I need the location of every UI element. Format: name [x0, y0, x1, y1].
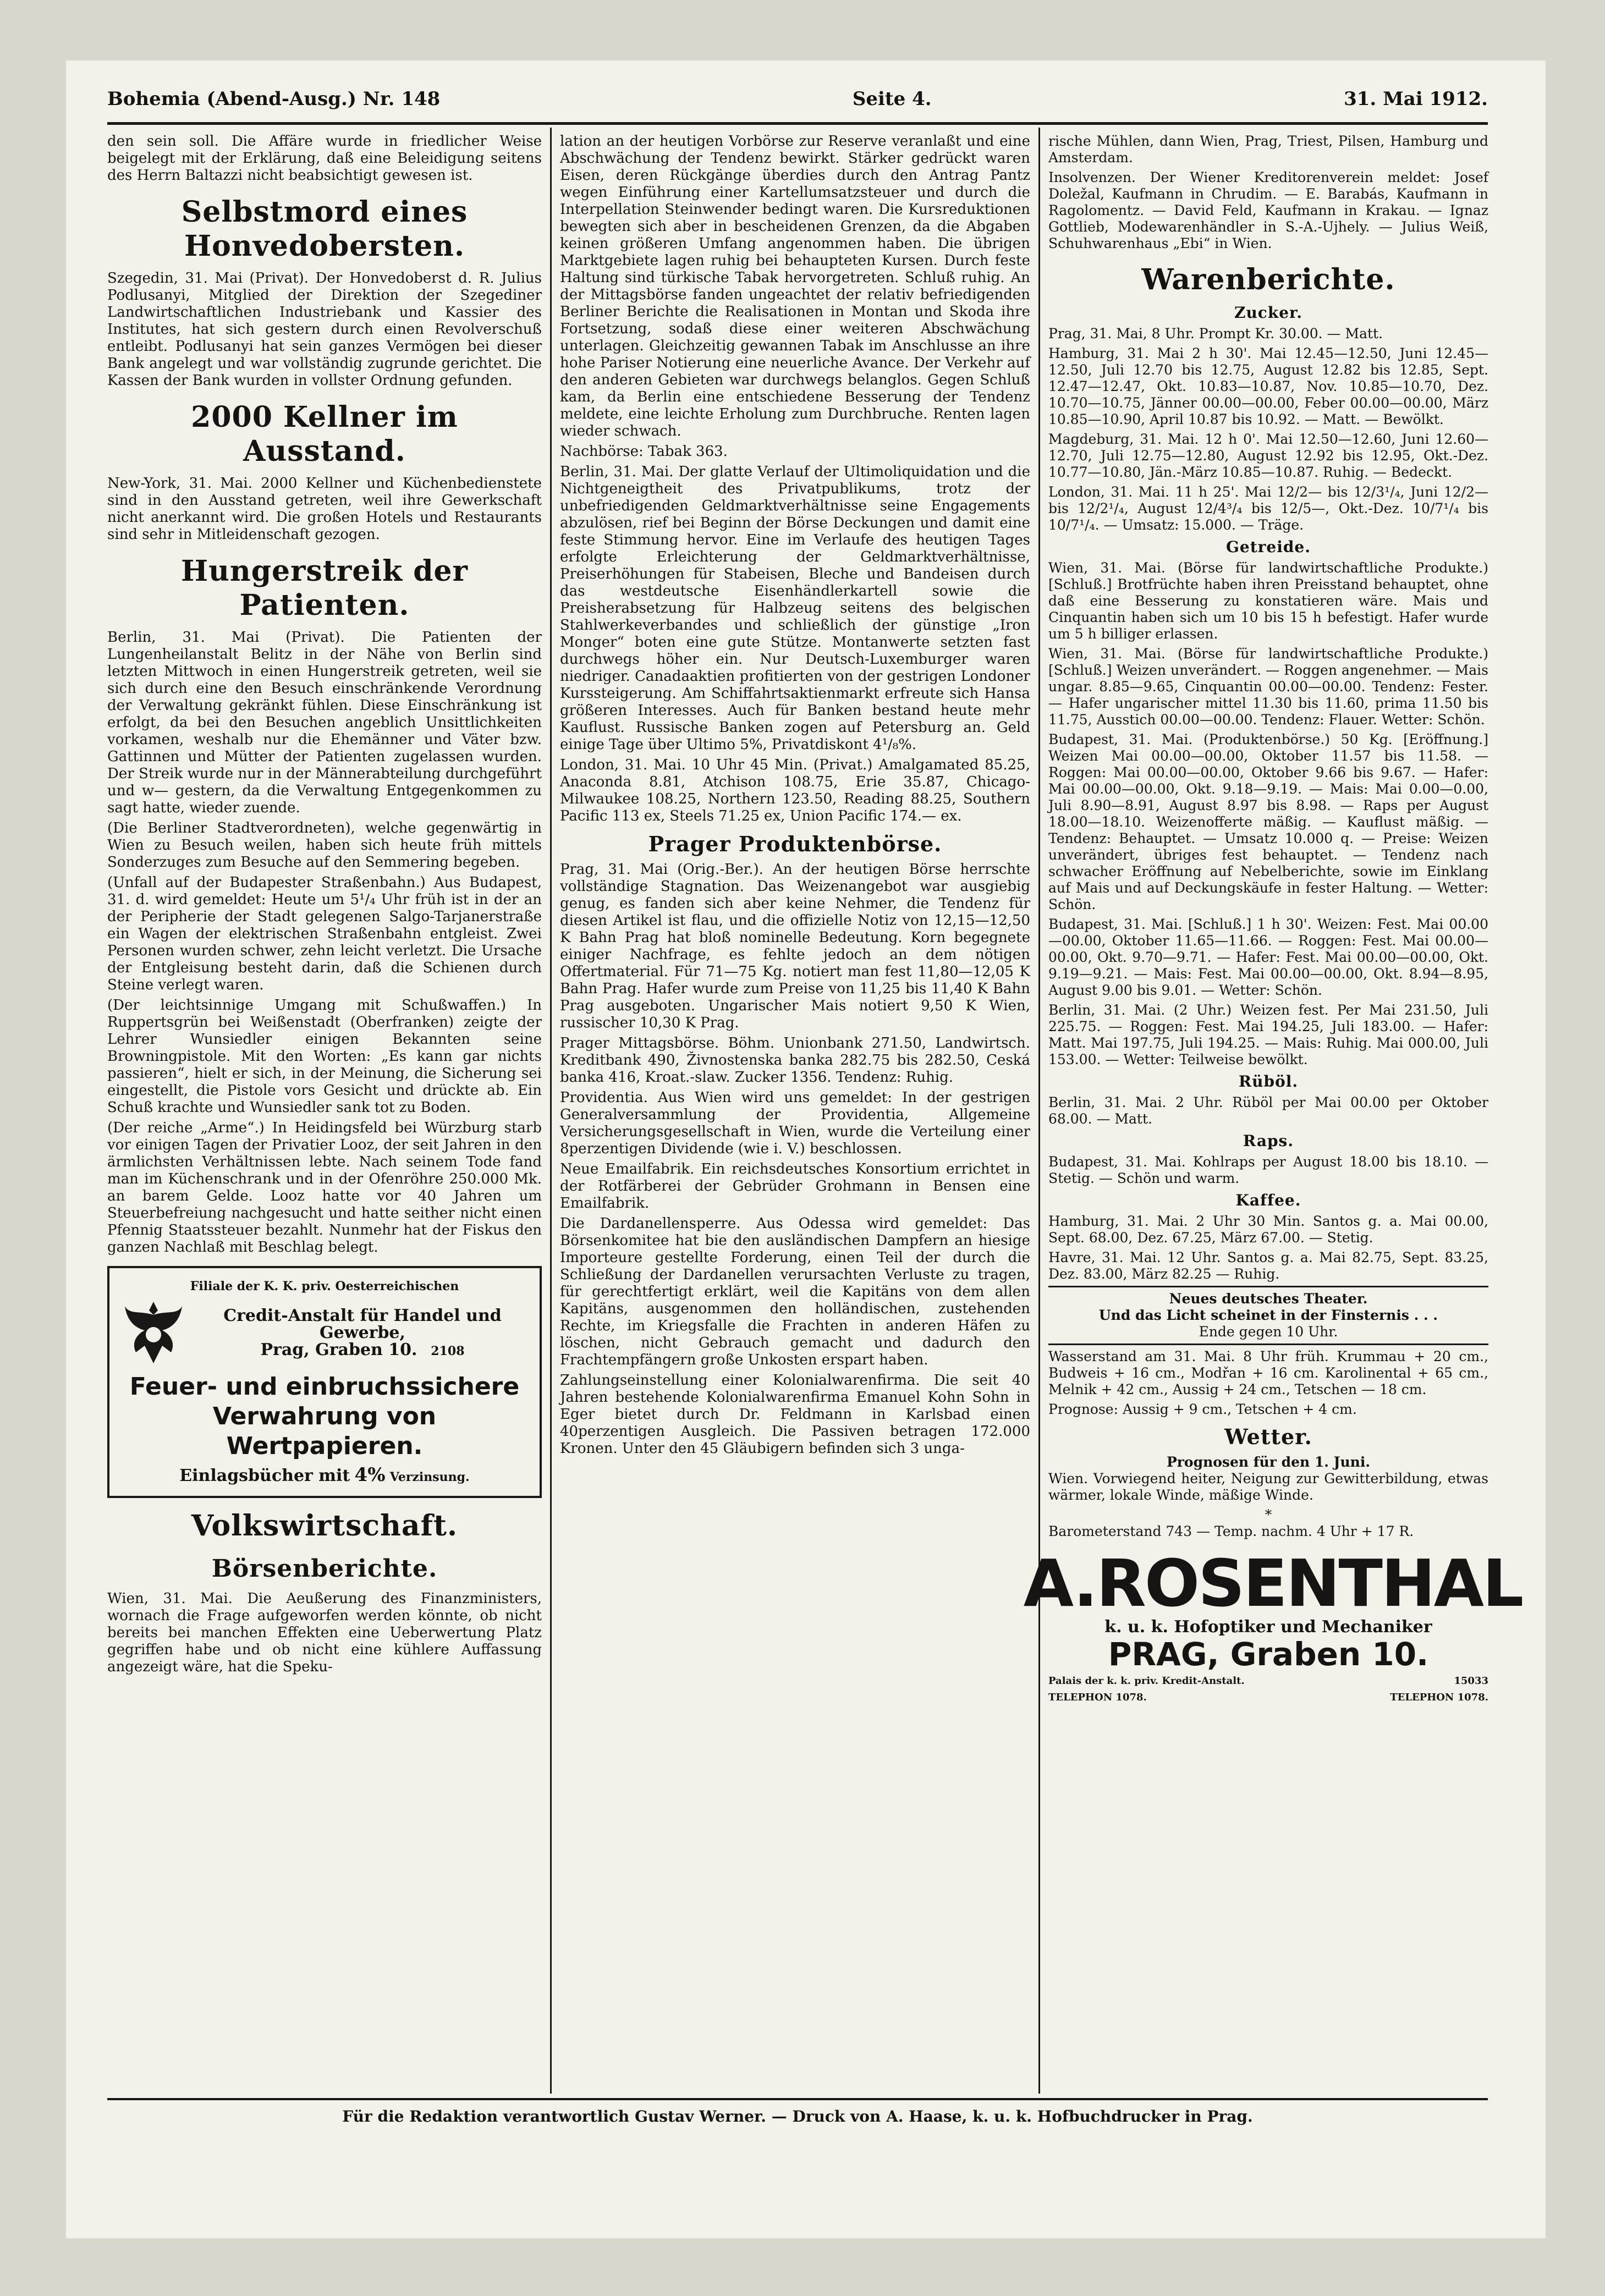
- wasserstand: Wasserstand am 31. Mai. 8 Uhr früh. Krummau + 20 cm., Budweis + 16 cm., Modřan + 16 cm. Karolinental + 65 cm., Melnik + 42 cm., Aussig + 24 cm., Tetschen — 18 cm.: [1048, 1348, 1488, 1397]
- article-selbstmord: Szegedin, 31. Mai (Privat). Der Honvedoberst d. R. Julius Podlusanyi, Mitglied der Direktion der Szegediner Landwirtschaftlichen Industriebank und Kassier des Institutes, hat sich gestern durch einen Revolverschuß entleibt. Podlusanyi hat sein ganzes Vermögen bei dieser Bank angelegt und war vollständig zugrunde gerichtet. Die Kassen der Bank wurden in vollster Ordnung gefunden.: [107, 270, 542, 389]
- article-providentia: Providentia. Aus Wien wird uns gemeldet: In der gestrigen Generalversammlung der Providentia, Allgemeine Versicherungsgesellschaft in Wien, wurde die Verteilung einer 8perzentigen Dividende (wie i. V.) beschlossen.: [560, 1089, 1030, 1157]
- ad-number: 2108: [431, 1344, 465, 1358]
- wasserstand-prognose: Prognose: Aussig + 9 cm., Tetschen + 4 cm.: [1048, 1401, 1357, 1417]
- ad-interest-rate: 4%: [354, 1464, 386, 1486]
- rosenthal-palais: Palais der k. k. priv. Kredit-Anstalt.: [1048, 1675, 1245, 1687]
- imprint-footer: Für die Redaktion verantwortlich Gustav Werner. — Druck von A. Haase, k. u. k. Hofbuchdrucker in Prag.: [342, 2107, 1253, 2126]
- article-continuation: den sein soll. Die Affäre wurde in friedlicher Weise beigelegt mit der Erklärung, daß eine Beleidigung seitens des Herrn Baltazzi nicht beabsichtigt gewesen ist.: [107, 133, 542, 184]
- news-item-unfall: (Unfall auf der Budapester Straßenbahn.) Aus Budapest, 31. d. wird gemeldet: Heute um 5¹/₄ Uhr früh ist in der an der Peripherie der Stadt gelegenen Salgo-Tarjanerstraße ein Wagen der elektrischen Straßenbahn entgleist. Zwei Personen wurden schwer, zehn leicht verletzt. Die Ursache der Entgleisung besteht darin, daß die Schienen durch Steine verlegt waren.: [107, 874, 542, 993]
- theater-title: Neues deutsches Theater.: [1169, 1291, 1368, 1307]
- masthead-rule: [107, 122, 1488, 125]
- getreide-berlin: Berlin, 31. Mai. (2 Uhr.) Weizen fest. Per Mai 231.50, Juli 225.75. — Roggen: Fest. Mai 194.25, Juli 183.00. — Hafer: Matt. Mai 197.75, Juli 194.25. — Mais: Ruhig. Mai 000.00, Juli 153.00. — Wetter: Teilweise bewölkt.: [1048, 1002, 1488, 1067]
- headline-warenberichte: Warenberichte.: [1141, 263, 1395, 296]
- double-eagle-icon: [120, 1295, 186, 1372]
- kaffee-hamburg: Hamburg, 31. Mai. 2 Uhr 30 Min. Santos g. a. Mai 00.00, Sept. 68.00, Dez. 67.25, März 67.00. — Stetig.: [1048, 1213, 1488, 1246]
- subhead-rueboel: Rüböl.: [1238, 1072, 1299, 1091]
- ad-bank-name: Credit-Anstalt für Handel und Gewerbe,: [223, 1306, 502, 1342]
- headline-hungerstreik: Hungerstreik der Patienten.: [180, 554, 469, 622]
- subhead-raps: Raps.: [1243, 1132, 1294, 1150]
- rosenthal-occupation: k. u. k. Hofoptiker und Mechaniker: [1104, 1617, 1432, 1637]
- article-wien-boerse-continued: lation an der heutigen Vorbörse zur Reserve veranlaßt und eine Abschwächung der Tendenz bewirkt. Stärker gedrückt waren Eisen, deren Rückgänge überdies durch den Antrag Pantz wegen Einführung einer Kartellumsatzsteuer und durch die Interpellation Steinwender bedingt waren. Die Kursreduktionen bewegten sich aber in bescheidenen Grenzen, da die Abgaben keinen größeren Umfang angenommen haben. Die übrigen Marktgebiete lagen ruhig bei behaupteten Kursen. Durch feste Haltung sind türkische Tabak hervorgetreten. Schluß ruhig. An der Mittagsbörse fanden ungeachtet der relativ befriedigenden Berliner Berichte die Realisationen in Montan und Skoda ihre Fortsetzung, sodaß diese einer weiteren Abschwächung unterlagen. Gleichzeitig gewannen Tabak im Anschlusse an ihre hohe Pariser Notierung eine neuerliche Avance. Der Verkehr auf den anderen Gebieten war durchwegs belanglos. Gegen Schluß kam, da Berlin eine entschiedene Besserung der Tendenz meldete, eine leichte Erholung zum Durchbruche. Renten lagen wieder schwach.: [560, 133, 1030, 439]
- article-dardanellensperre: Die Dardanellensperre. Aus Odessa wird gemeldet: Das Börsenkomitee hat bie den ausländischen Dampfern an hiesige Importeure gestellte Forderung, einen Teil der durch die Schließung der Dardanellen verursachten Verluste zu tragen, für gerechtfertigt erklärt, weil die Kapitäns von dem allen Kapitäns, ausgenommen den holländischen, zustehenden Rechte, im Kriegsfalle die Frachten in anderen Häfen zu löschen, nicht Gebrauch gemacht und dadurch den Frachtempfängern große Unkosten erspart haben.: [560, 1215, 1030, 1368]
- masthead-page-number: Seite 4.: [852, 88, 932, 110]
- article-emailfabrik: Neue Emailfabrik. Ein reichsdeutsches Konsortium errichtet in der Rotfärberei der Gebrüder Grohmann in Bensen eine Emailfabrik.: [560, 1161, 1030, 1212]
- masthead: [107, 82, 1488, 115]
- subhead-getreide: Getreide.: [1225, 538, 1311, 556]
- nachboerse: Nachbörse: Tabak 363.: [560, 443, 728, 460]
- news-item-arme: (Der reiche „Arme“.) In Heidingsfeld bei Würzburg starb vor einigen Tagen der Privatier Looz, der seit Jahren in den ärmlichsten Verhältnissen lebte. Nach seinem Tode fand man im Küchenschrank und in der Ofenröhre 250.000 Mk. an barem Gelde. Looz hatte vor 40 Jahren um Steuerbefreiung nachgesucht und hatte seither nicht einen Pfennig Staatssteuer bezahlt. Nunmehr hat der Fiskus den ganzen Nachlaß mit Beschlag belegt.: [107, 1120, 542, 1256]
- ad-filiale-line: Filiale der K. K. priv. Oesterreichischen: [190, 1279, 459, 1293]
- headline-selbstmord: Selbstmord eines Honvedobersten.: [181, 195, 468, 263]
- news-item-schusswaffen: (Der leichtsinnige Umgang mit Schußwaffen.) In Ruppertsgrün bei Weißenstadt (Oberfranken) zeigte der Lehrer Wunsiedler einigen Bekannten seine Browningpistole. Mit den Worten: „Es kann gar nichts passieren“, hielt er sich, in der Meinung, die Sicherung sei eingestellt, die Pistole vors Gesicht und drückte ab. Ein Schuß krachte und Wunsiedler sank tot zu Boden.: [107, 997, 542, 1116]
- subhead-kaffee: Kaffee.: [1235, 1191, 1301, 1209]
- section-volkswirtschaft: Volkswirtschaft.: [191, 1509, 458, 1543]
- footer-rule: [107, 2098, 1488, 2100]
- rosenthal-name: A.ROSENTHAL: [1023, 1545, 1522, 1621]
- ad-einlagsbuecher: Einlagsbücher mit: [179, 1466, 350, 1485]
- barometerstand: Barometerstand 743 — Temp. nachm. 4 Uhr + 17 R.: [1048, 1523, 1414, 1539]
- rosenthal-advertisement: [1023, 1545, 1522, 1706]
- subhead-zucker: Zucker.: [1234, 304, 1302, 322]
- rosenthal-telephone-left: TELEPHON 1078.: [1048, 1692, 1147, 1703]
- getreide-budapest-1: Budapest, 31. Mai. (Produktenbörse.) 50 Kg. [Eröffnung.] Weizen Mai 00.00—00.00, Oktober 11.57 bis 11.58. — Roggen: Mai 00.00—00.00, Oktober 9.66 bis 9.67. — Hafer: Mai 00.00—00.00, Okt. 9.18—9.19. — Mais: Mai 0.00—0.00, Juli 8.90—8.91, August 8.97 bis 8.98. — Raps per August 18.00—18.10. Weizenofferte mäßig. — Kauflust mäßig. — Tendenz: Behauptet. — Umsatz 10.000 q. — Preise: Weizen unverändert, übriges fest behauptet. — Tendenz nach schwacher Eröffnung auf Nebelberichte, sowie im Einklang auf Mais und auf Deckungskäufe in fester Haltung. — Wetter: Schön.: [1048, 731, 1488, 912]
- masthead-publication: Bohemia (Abend-Ausg.) Nr. 148: [107, 88, 441, 110]
- rosenthal-telephone-right: TELEPHON 1078.: [1390, 1692, 1488, 1703]
- ad-bank-address: Prag, Graben 10.: [260, 1340, 417, 1359]
- wetter-prognose-title: Prognosen für den 1. Juni.: [1166, 1454, 1371, 1470]
- masthead-date: 31. Mai 1912.: [1344, 88, 1488, 110]
- rueboel-berlin: Berlin, 31. Mai. 2 Uhr. Rüböl per Mai 00.00 per Oktober 68.00. — Matt.: [1048, 1094, 1488, 1127]
- ad-verzinsung: Verzinsung.: [389, 1470, 470, 1484]
- getreide-wien-2: Wien, 31. Mai. (Börse für landwirtschaftliche Produkte.) [Schluß.] Weizen unverändert. — Roggen angenehmer. — Mais ungar. 8.85—9.65, Cinquantin 00.00—00.00. Tendenz: Fester. — Hafer ungarischer mittel 11.30 bis 11.60, prima 11.50 bis 11.75, Ausstich 00.00—00.00. Tendenz: Flauer. Wetter: Schön.: [1048, 646, 1488, 728]
- separator-star: *: [1265, 1507, 1272, 1523]
- column-3: [1023, 133, 1522, 2091]
- column-divider-1: [550, 128, 552, 2094]
- column-1: [107, 133, 542, 2091]
- headline-boersenberichte: Börsenberichte.: [211, 1555, 438, 1583]
- zucker-prag: Prag, 31. Mai, 8 Uhr. Prompt Kr. 30.00. — Matt.: [1048, 326, 1383, 342]
- headline-prager-produktenboerse: Prager Produktenbörse.: [648, 832, 942, 856]
- article-zahlungseinstellung: Zahlungseinstellung einer Kolonialwarenfirma. Die seit 40 Jahren bestehende Kolonialwarenfirma Emanuel Kohn Sohn in Eger bietet durch Dr. Feldmann in Karlsbad einen 40perzentigen Ausgleich. Die Passiven betragen 172.000 Kronen. Unter den 45 Gläubigern befinden sich 3 unga-: [560, 1372, 1030, 1457]
- kaffee-havre: Havre, 31. Mai. 12 Uhr. Santos g. a. Mai 82.75, Sept. 83.25, Dez. 83.00, März 82.25 — Ruhig.: [1048, 1249, 1488, 1282]
- news-item-stadtverordnete: (Die Berliner Stadtverordneten), welche gegenwärtig in Wien zu Besuch weilen, haben sich heute früh mittels Sonderzuges zum Besuche auf den Semmering begeben.: [107, 820, 542, 871]
- article-london-boerse: London, 31. Mai. 10 Uhr 45 Min. (Privat.) Amalgamated 85.25, Anaconda 8.81, Atchison 108.75, Erie 35.87, Chicago-Milwaukee 108.25, Northern 123.50, Reading 88.25, Southern Pacific 113 ex, Steels 71.25 ex, Union Pacific 174.— ex.: [560, 757, 1030, 824]
- getreide-wien-1: Wien, 31. Mai. (Börse für landwirtschaftliche Produkte.) [Schluß.] Brotfrüchte haben ihren Preisstand behauptet, ohne daß eine Besserung zu konstatieren wäre. Mais und Cinquantin haben sich um 10 bis 15 h befestigt. Hafer wurde um 5 h billiger erlassen.: [1048, 560, 1488, 642]
- article-wien-boerse: Wien, 31. Mai. Die Aeußerung des Finanzministers, wornach die Frage aufgeworfen werden könnte, ob nicht bereits bei manchen Effekten eine Ueberwertung Platz gegriffen habe und ob nicht eine kühlere Auffassung angezeigt wäre, hat die Speku-: [107, 1590, 542, 1675]
- getreide-budapest-2: Budapest, 31. Mai. [Schluß.] 1 h 30'. Weizen: Fest. Mai 00.00—00.00, Oktober 11.65—11.66. — Roggen: Fest. Mai 00.00—00.00, Okt. 9.70—9.71. — Hafer: Fest. Mai 00.00—00.00, Okt. 9.19—9.21. — Mais: Fest. Mai 00.00—00.00, Okt. 8.94—8.95, August 9.00 bis 9.01. — Wetter: Schön.: [1048, 916, 1488, 998]
- zucker-magdeburg: Magdeburg, 31. Mai. 12 h 0'. Mai 12.50—12.60, Juni 12.60—12.70, Juli 12.75—12.80, August 12.92 bis 12.95, Okt.-Dez. 10.77—10.80, Jän.-März 10.85—10.87. Ruhig. — Bedeckt.: [1048, 431, 1488, 480]
- article-insolvenzen: Insolvenzen. Der Wiener Kreditorenverein meldet: Josef Doležal, Kaufmann in Chrudim. — E. Barabás, Kaufmann in Ragolomentz. — David Feld, Kaufmann in Krakau. — Ignaz Gottlieb, Modewarenhändler in S.-A.-Ujhely. — Julius Weiß, Schuhwarenhaus „Ebi“ in Wien.: [1048, 169, 1488, 251]
- article-berlin-boerse: Berlin, 31. Mai. Der glatte Verlauf der Ultimoliquidation und die Nichtgeneigtheit des Privatpublikums, trotz der unbefriedigenden Geldmarktverhältnisse seine Engagements abzulösen, rief bei Beginn der Börse Deckungen und damit eine feste Stimmung hervor. Eine im Verlaufe des heutigen Tages erfolgte Erleichterung der Geldmarktverhältnisse, Preiserhöhungen für Stabeisen, Bleche und Bandeisen durch das westdeutsche Eisenhändlerkartell sowie die Preisherabsetzung für Halbzeug seitens des belgischen Stahlwerkeverbandes und schließlich der günstige „Iron Monger“ boten eine gute Stütze. Montanwerte setzten fast durchwegs höher ein. Nur Deutsch-Luxemburger waren niedriger. Canadaaktien profitierten von der gestrigen Londoner Kurssteigerung. Am Schiffahrtsaktienmarkt erfreute sich Hansa größeren Interesses. Auch für Banken bestand heute mehr Kauflust. Russische Banken zogen auf Petersburg an. Geld einige Tage über Ultimo 5%, Privatdiskont 4¹/₈%.: [560, 464, 1030, 753]
- headline-kellner: 2000 Kellner im Ausstand.: [191, 400, 458, 468]
- raps-budapest: Budapest, 31. Mai. Kohlraps per August 18.00 bis 18.10. — Stetig. — Schön und warm.: [1048, 1154, 1488, 1186]
- rosenthal-address: PRAG, Graben 10.: [1108, 1636, 1429, 1673]
- wasserstand-rule: [1048, 1344, 1488, 1345]
- ad-slogan: Feuer- und einbruchssichere Verwahrung von Wertpapieren.: [129, 1373, 520, 1460]
- theater-rule: [1048, 1286, 1488, 1287]
- article-hungerstreik: Berlin, 31. Mai (Privat). Die Patienten der Lungenheilanstalt Belitz in der Nähe von Berlin sind letzten Mittwoch in einen Hungerstreik getreten, weil sie sich durch eine den Besuch einschränkende Verordnung der Verwaltung gekränkt fühlen. Diese Einschränkung ist erfolgt, da bei den Besuchen angeblich Unsittlichkeiten vorkamen, weshalb nur die Ehemänner und Väter bzw. Gattinnen und Mütter der Patienten zugelassen wurden. Der Streik wurde nur in der Männerabteilung durchgeführt und w— gestern, da die Verwaltung Entgegenkommen zu sagt hatte, wieder zuende.: [107, 629, 542, 816]
- theater-play: Und das Licht scheinet in der Finsternis . . .: [1098, 1307, 1438, 1323]
- article-prag-produkten: Prag, 31. Mai (Orig.-Ber.). An der heutigen Börse herrschte vollständige Stagnation. Das Weizenangebot war ausgiebig genug, es fanden sich aber keine Nehmer, die Tendenz für diesen Artikel ist flau, und die offizielle Notiz von 12,15—12,50 K Bahn Prag hat bloß nominelle Bedeutung. Korn begegnete einiger Nachfrage, es fehlte jedoch an dem nötigen Offertmaterial. Für 71—75 Kg. notiert man fest 11,80—12,05 K Bahn Prag. Hafer wurde zum Preise von 11,25 bis 11,40 K Bahn Prag ausgeboten. Ungarischer Mais notiert 9,50 K Wien, russischer 10,30 K Prag.: [560, 861, 1030, 1031]
- article-zahlungseinstellung-continued: rische Mühlen, dann Wien, Prag, Triest, Pilsen, Hamburg und Amsterdam.: [1048, 133, 1488, 166]
- credit-anstalt-advertisement: [107, 1266, 542, 1498]
- zucker-hamburg: Hamburg, 31. Mai 2 h 30'. Mai 12.45—12.50, Juni 12.45—12.50, Juli 12.70 bis 12.75, August 12.82 bis 12.85, Sept. 12.47—12.47, Okt. 10.83—10.87, Nov. 10.85—10.70, Dez. 10.70—10.75, Jänner 00.00—00.00, Feber 00.00—00.00, März 10.85—10.90, April 10.87 bis 10.92. — Matt. — Bewölkt.: [1048, 345, 1488, 427]
- article-kellner: New-York, 31. Mai. 2000 Kellner und Küchenbedienstete sind in den Ausstand getreten, weil ihre Gewerkschaft nicht anerkannt wird. Die großen Hotels und Restaurants sind sehr in Mitleidenschaft gezogen.: [107, 475, 542, 543]
- wetter-wien: Wien. Vorwiegend heiter, Neigung zur Gewitterbildung, etwas wärmer, lokale Winde, mäßige Winde.: [1048, 1471, 1488, 1503]
- headline-wetter: Wetter.: [1224, 1424, 1312, 1449]
- rosenthal-number: 15033: [1454, 1675, 1488, 1687]
- zucker-london: London, 31. Mai. 11 h 25'. Mai 12/2— bis 12/3¹/₄, Juni 12/2— bis 12/2¹/₄, August 12/4³/₄ bis 12/5—, Okt.-Dez. 10/7¹/₄ bis 10/7¹/₄. — Umsatz: 15.000. — Träge.: [1048, 484, 1488, 533]
- theater-end: Ende gegen 10 Uhr.: [1199, 1324, 1338, 1340]
- article-prager-mittagsboerse: Prager Mittagsbörse. Böhm. Unionbank 271.50, Landwirtsch. Kreditbank 490, Živnostenska banka 282.75 bis 282.50, Ceská banka 416, Kroat.-slaw. Zucker 1356. Tendenz: Ruhig.: [560, 1035, 1030, 1086]
- column-divider-2: [1038, 128, 1040, 2094]
- column-2: [560, 133, 1030, 2091]
